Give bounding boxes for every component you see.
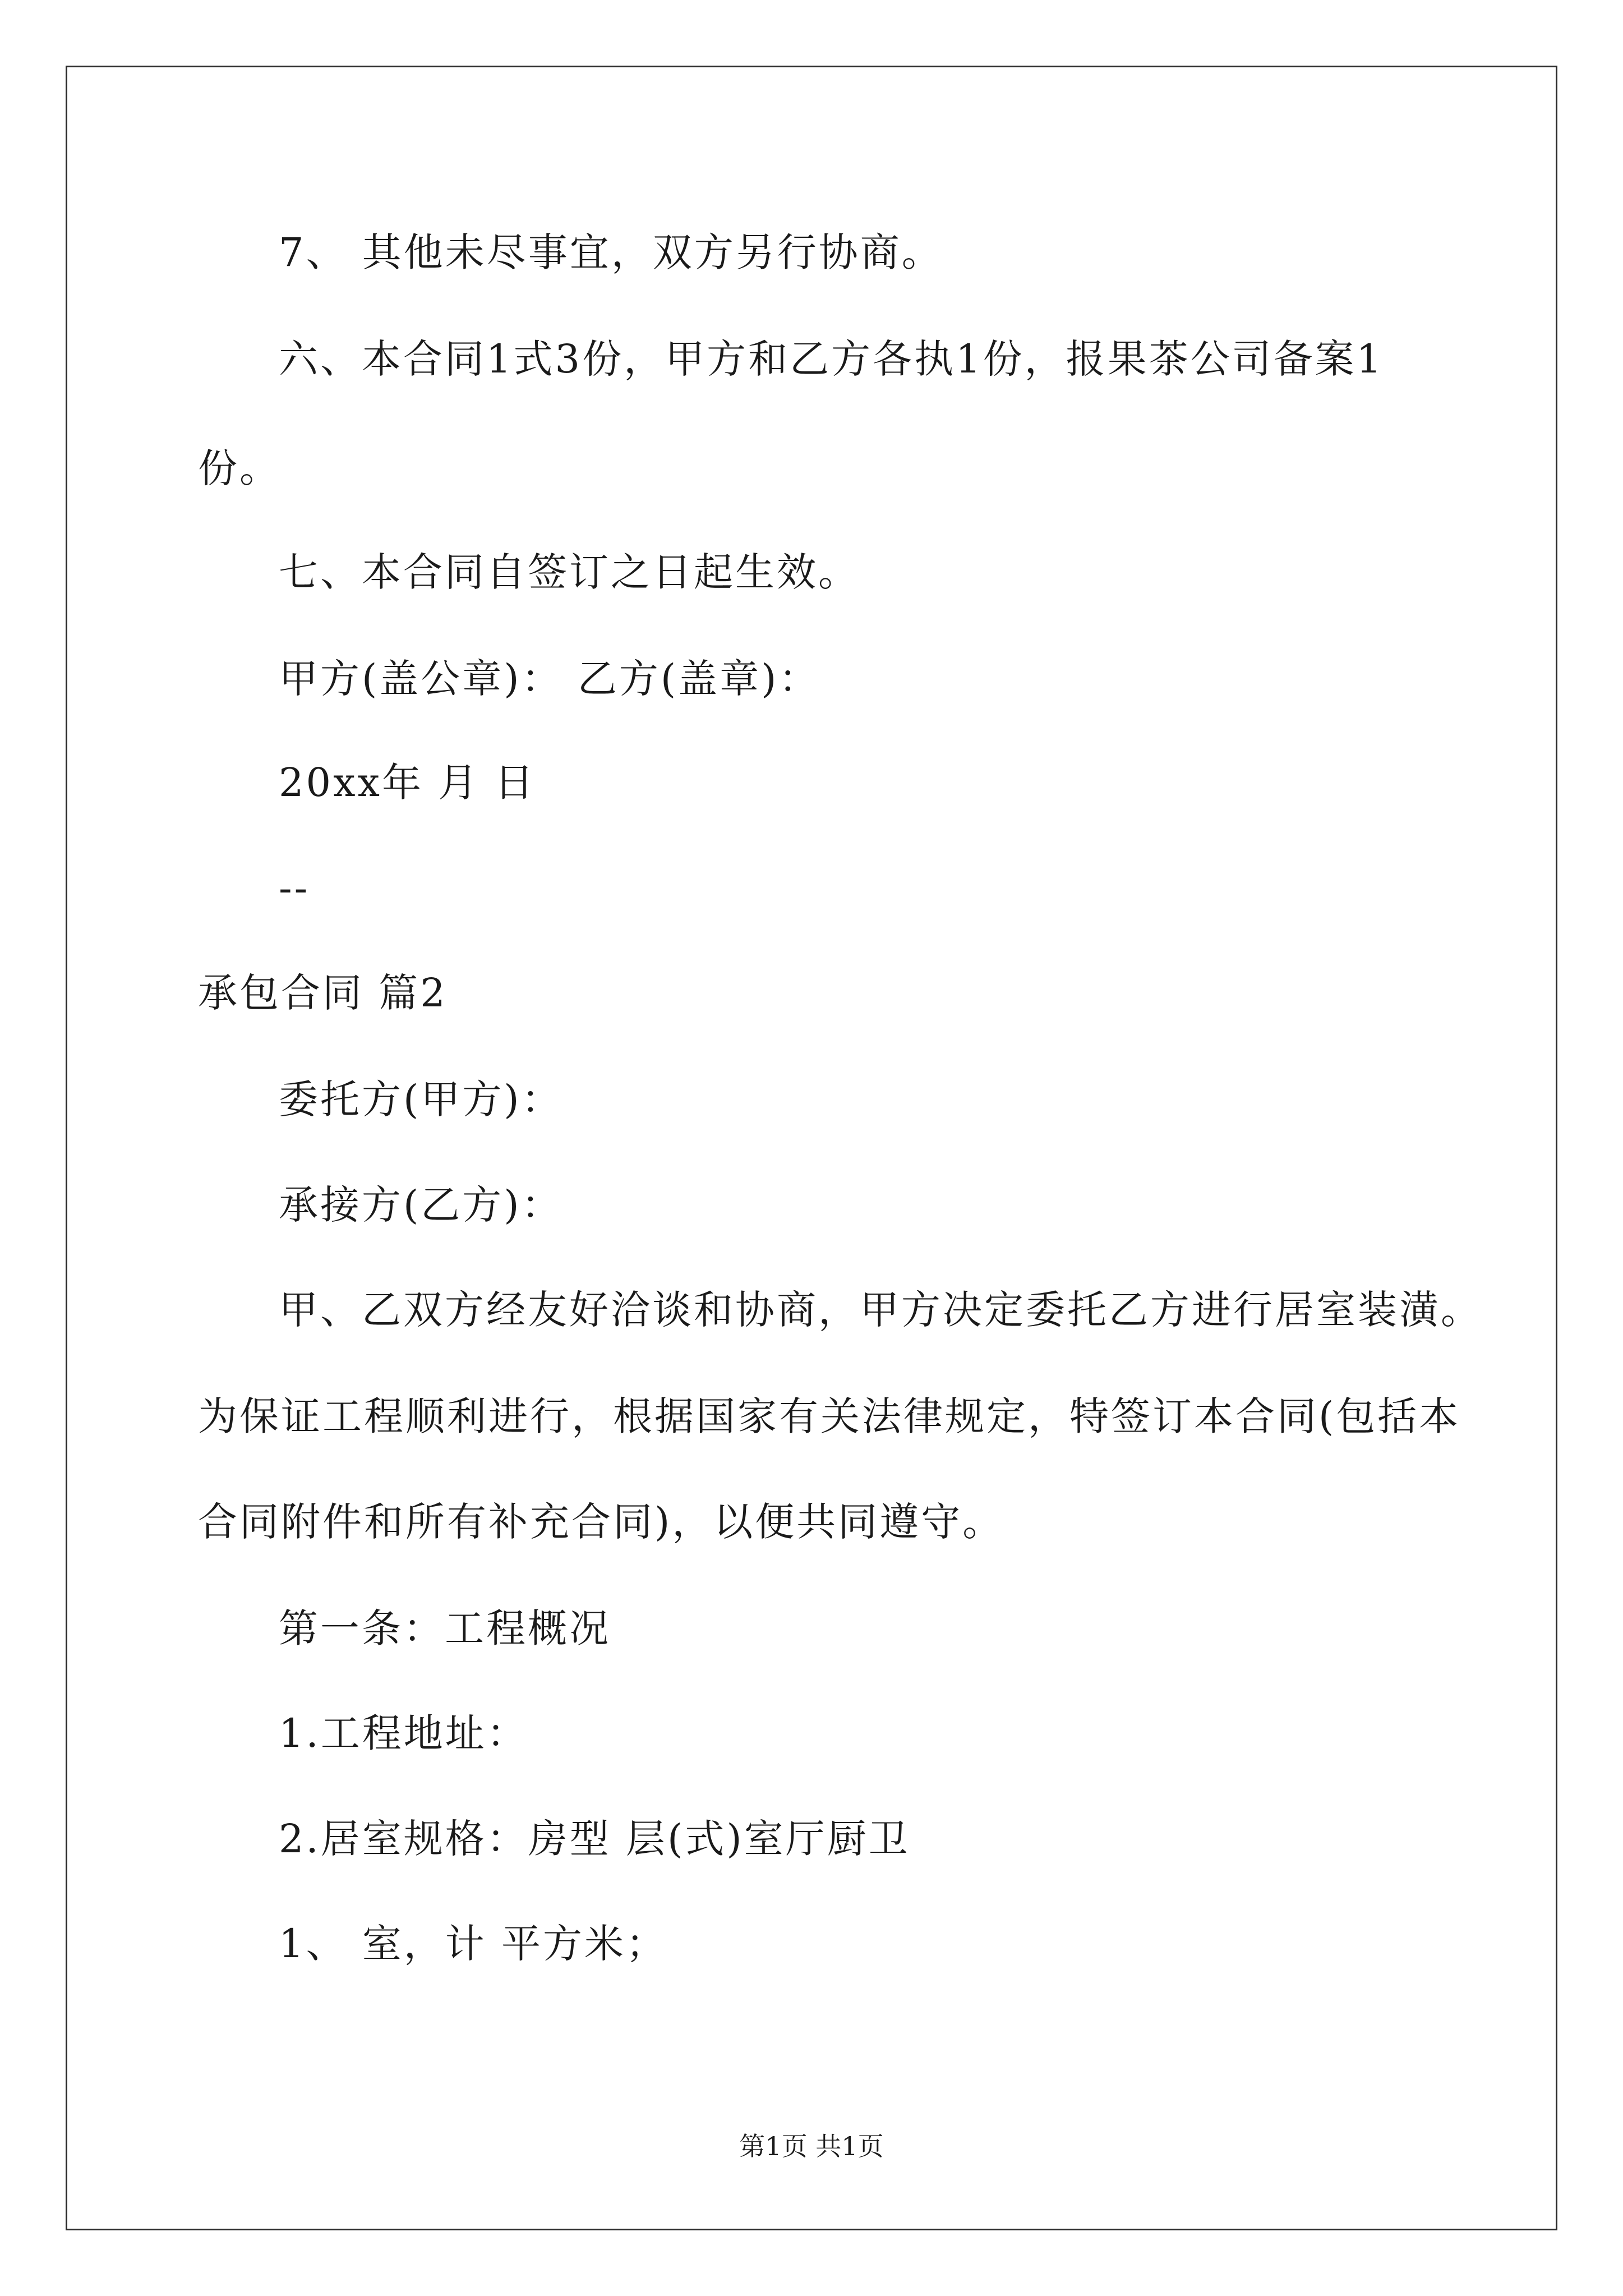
- section-heading: 承包合同 篇2: [198, 970, 448, 1016]
- clause-7-other-matters: 7、 其他未尽事宜，双方另行协商。: [279, 229, 943, 275]
- page-border: [66, 66, 1557, 2230]
- page-footer: 第1页 共1页: [739, 2131, 884, 2161]
- preamble-line-2: 为保证工程顺利进行，根据国家有关法律规定，特签订本合同(包括本: [198, 1393, 1461, 1439]
- clause-6-copies-continued: 份。: [198, 445, 281, 491]
- room-area: 1、 室，计 平方米；: [279, 1921, 668, 1967]
- preamble-line-3: 合同附件和所有补充合同)，以便共同遵守。: [198, 1499, 1004, 1545]
- clause-7-effective: 七、本合同自签订之日起生效。: [279, 549, 860, 595]
- article-1-heading: 第一条：工程概况: [279, 1605, 611, 1651]
- preamble-line-1: 甲、乙双方经友好洽谈和协商，甲方决定委托乙方进行居室装潢。: [279, 1287, 1482, 1333]
- project-address: 1.工程地址：: [279, 1710, 528, 1756]
- party-b-line: 承接方(乙方)：: [279, 1182, 563, 1228]
- clause-6-copies: 六、本合同1式3份，甲方和乙方各执1份，报果茶公司备案1: [279, 336, 1384, 382]
- party-a-line: 委托方(甲方)：: [279, 1076, 563, 1122]
- signature-parties: 甲方(盖公章)： 乙方(盖章)：: [279, 656, 820, 702]
- room-specification: 2.居室规格：房型 层(式)室厅厨卫: [279, 1816, 910, 1862]
- section-separator: --: [279, 865, 310, 911]
- signature-date: 20xx年 月 日: [279, 760, 536, 806]
